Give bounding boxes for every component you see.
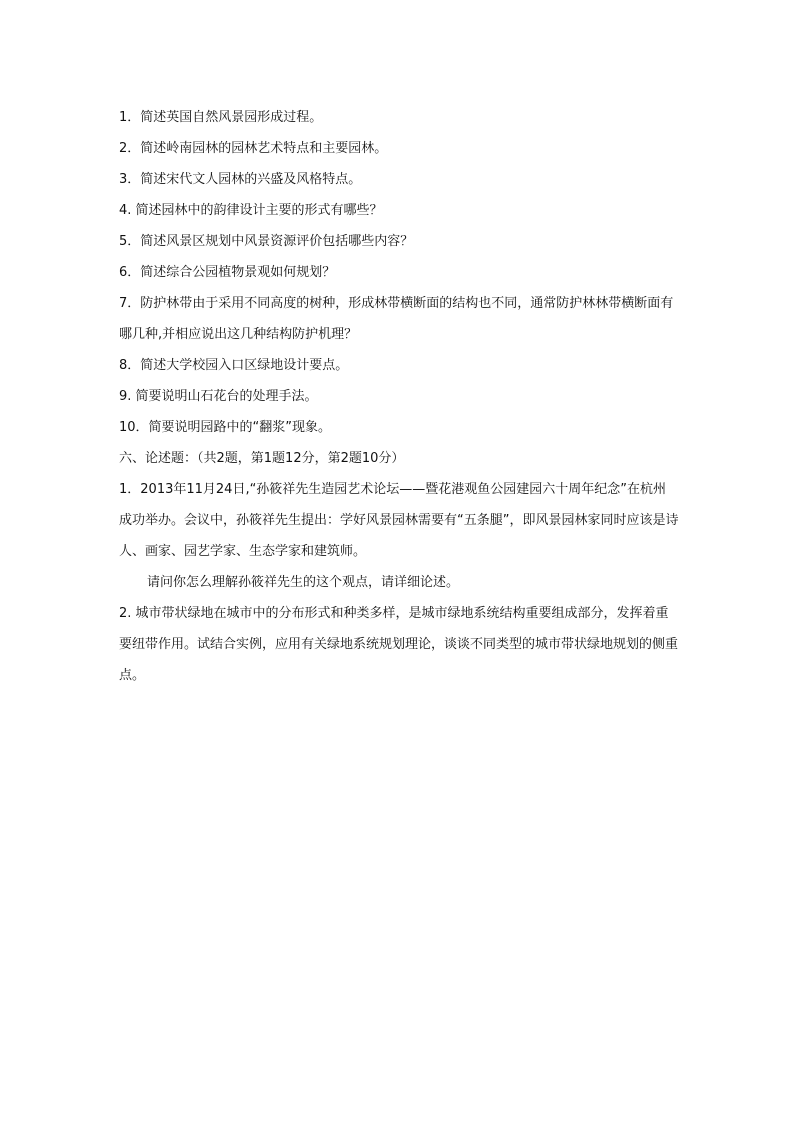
question-1: 1．简述英国自然风景园形成过程。 — [119, 110, 323, 125]
question-9: 9. 简要说明山石花台的处理手法。 — [119, 389, 318, 404]
essay-question-1-prompt: 请问你怎么理解孙筱祥先生的这个观点，请详细论述。 — [147, 575, 460, 590]
question-8: 8．简述大学校园入口区绿地设计要点。 — [119, 358, 349, 373]
question-7: 7．防护林带由于采用不同高度的树种，形成林带横断面的结构也不同，通常防护林林带横断面有哪几种,并相应说出这几种结构防护机理？ — [119, 296, 674, 342]
essay-question-1: 1．2013年11月24日,“孙筱祥先生造园艺术论坛——暨花港观鱼公园建园六十周年纪念”在杭州成功举办。会议中，孙筱祥先生提出：学好风景园林需要有“五条腿”，即风景园林家同时应该是诗人、画家、园艺学家、生态学家和建筑师。 — [119, 482, 679, 559]
essay-question-2: 2. 城市带状绿地在城市中的分布形式和种类多样，是城市绿地系统结构重要组成部分，发挥着重要纽带作用。试结合实例，应用有关绿地系统规划理论，谈谈不同类型的城市带状绿地规划的侧重点。 — [119, 606, 679, 683]
question-3: 3．简述宋代文人园林的兴盛及风格特点。 — [119, 172, 362, 187]
question-6: 6．简述综合公园植物景观如何规划？ — [119, 265, 336, 280]
question-10: 10．简要说明园路中的“翻浆”现象。 — [119, 420, 332, 435]
document-body — [119, 102, 679, 691]
section-heading: 六、论述题：（共2题，第1题12分，第2题10分） — [119, 451, 405, 466]
question-5: 5．简述风景区规划中风景资源评价包括哪些内容？ — [119, 234, 414, 249]
question-2: 2．简述岭南园林的园林艺术特点和主要园林。 — [119, 141, 388, 156]
question-4: 4. 简述园林中的韵律设计主要的形式有哪些？ — [119, 203, 383, 218]
